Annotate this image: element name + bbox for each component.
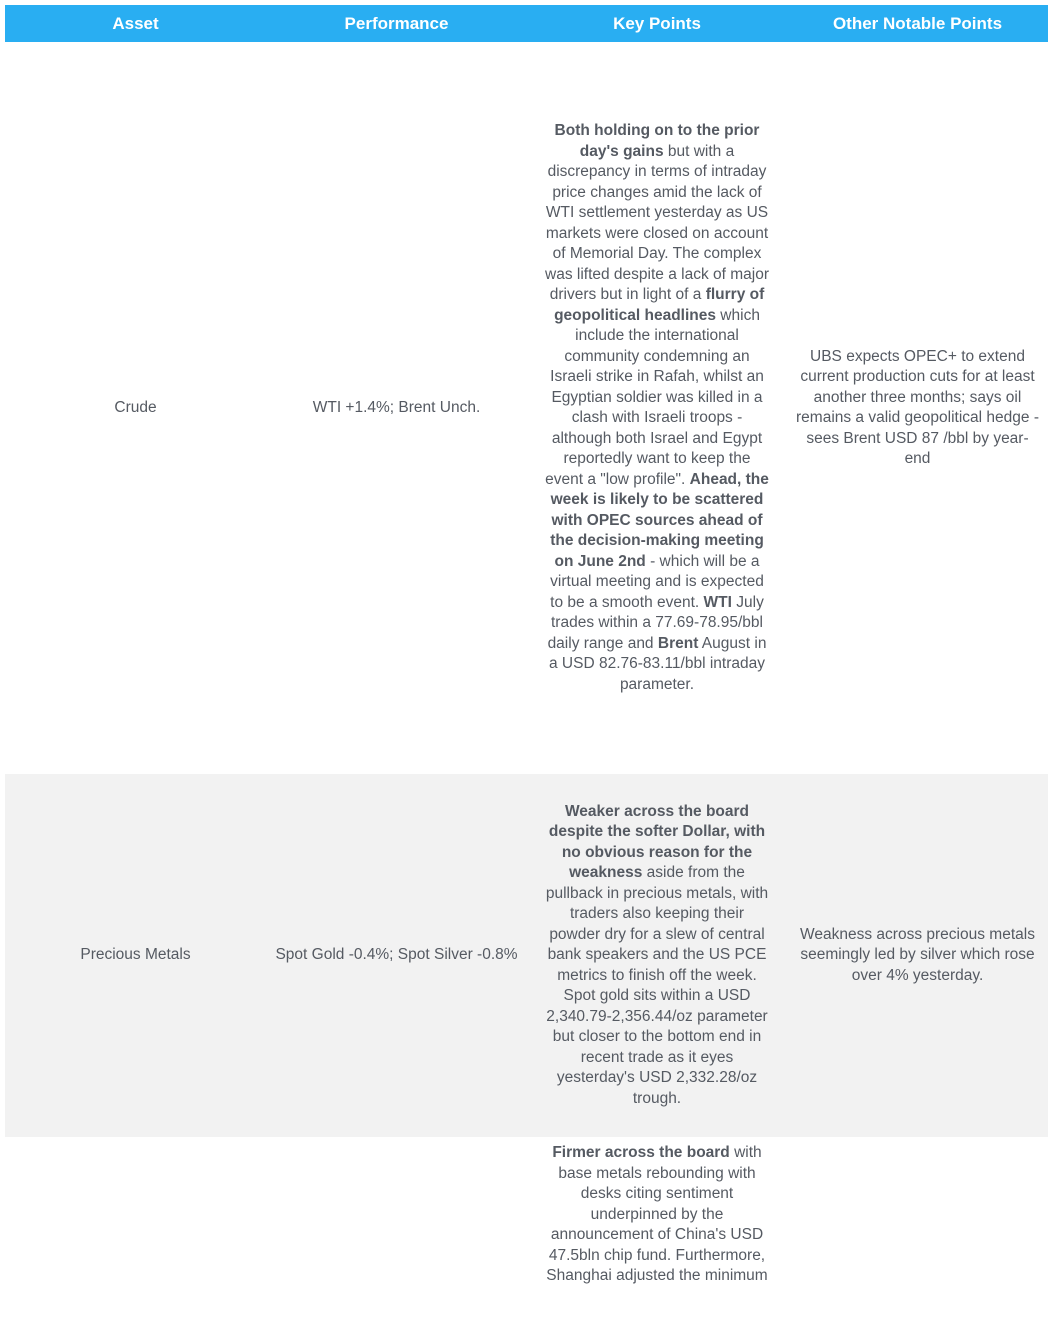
other-notable-points-cell: UBS expects OPEC+ to extend current production cuts for at least another three months; says oil remains a valid geopolitical hedge - sees Brent USD 87 /bbl by year-end bbox=[796, 347, 1039, 467]
key-points-bold: Both holding on to the prior day's gains bbox=[554, 122, 760, 160]
asset-cell bbox=[5, 1137, 266, 1293]
key-points-bold: Ahead, the week is likely to be scattered with OPEC sources ahead of the decision-making meeting on June 2nd bbox=[550, 470, 769, 570]
header-row bbox=[5, 5, 1048, 42]
key-points-bold: Weaker across the board despite the softer Dollar, with no obvious reason for the weakness bbox=[548, 802, 766, 882]
table-row-crude bbox=[5, 42, 1048, 774]
table-row-precious-metals bbox=[5, 774, 1048, 1137]
key-points-cell bbox=[527, 42, 787, 774]
key-points-bold: Brent bbox=[657, 634, 699, 652]
key-points-text: aside from the pullback in precious metals, with traders also keeping their powder dry for a slew of central bank speakers and the US PCE metrics to finish off the week. Spot gold sits within a USD 2,340.79-2,356.44/oz parameter but closer to the bottom end in recent trade as it eyes yesterday's USD 2,332.28/oz trough. bbox=[545, 864, 769, 1107]
key-points-text: which include the international community condemning an Israeli strike in Rafah, whilst an Egyptian soldier was killed in a clash with Israeli troops - although both Israel and Egypt reportedly want to keep the event a "low profile". bbox=[545, 306, 764, 488]
key-points-text: but with a discrepancy in terms of intraday price changes amid the lack of WTI settlement yesterday as US markets were closed on account of Memorial Day. The complex was lifted despite a lack of major drivers but in light of a bbox=[545, 142, 769, 303]
asset-cell: Precious Metals bbox=[5, 774, 266, 1137]
key-points-text: August in a USD 82.76-83.11/bbl intraday parameter. bbox=[549, 634, 767, 693]
other-notable-points-cell: Weakness across precious metals seemingly led by silver which rose over 4% yesterday. bbox=[787, 774, 1048, 1137]
key-points-bold: WTI bbox=[703, 593, 732, 611]
key-points-text: - which will be a virtual meeting and is expected to be a smooth event. bbox=[550, 552, 764, 611]
header-other-notable-points: Other Notable Points bbox=[787, 5, 1048, 42]
key-points-cell bbox=[527, 1137, 787, 1293]
header-key-points: Key Points bbox=[527, 5, 787, 42]
asset-cell: Crude bbox=[114, 398, 157, 416]
key-points-cell bbox=[527, 774, 787, 1137]
key-points-bold: Firmer across the board bbox=[552, 1144, 730, 1161]
asset-table bbox=[5, 5, 1048, 1293]
table-row-base-metals bbox=[5, 1137, 1048, 1293]
other-notable-points-cell bbox=[787, 1137, 1048, 1293]
key-points-text: with base metals rebounding with desks citing sentiment underpinned by the announcement of China's USD 47.5bln chip fund. Furthermore, Shanghai adjusted the minimum bbox=[546, 1144, 768, 1284]
header-performance: Performance bbox=[266, 5, 527, 42]
performance-cell bbox=[266, 1137, 527, 1293]
key-points-text: July trades within a 77.69-78.95/bbl daily range and bbox=[547, 593, 764, 652]
header-asset: Asset bbox=[5, 5, 266, 42]
key-points-bold: flurry of geopolitical headlines bbox=[554, 286, 765, 324]
performance-cell: Spot Gold -0.4%; Spot Silver -0.8% bbox=[266, 774, 527, 1137]
performance-cell: WTI +1.4%; Brent Unch. bbox=[312, 398, 481, 416]
